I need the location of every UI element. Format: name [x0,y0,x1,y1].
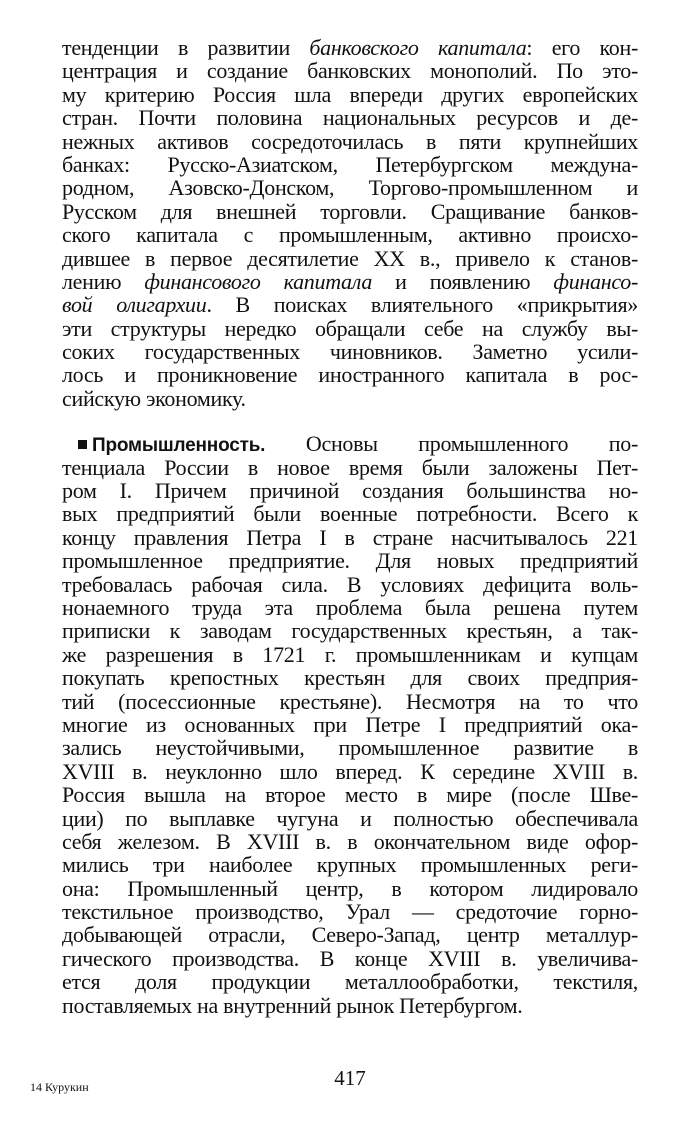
text-line: концу правления Петра I в стране насчитывалось 221 [62,524,638,550]
text-line: эти структуры нередко обращали себе на службу вы- [62,315,638,341]
text-line: она: Промышленный центр, в котором лидировало [62,875,638,901]
text-line: ского капитала с промышленным, активно происхо- [62,222,638,248]
text-line: стран. Почти половина национальных ресурсов и де- [62,105,638,131]
text-line: Русском для внешней торговли. Сращивание банков- [62,198,638,224]
text-line: текстильное производство, Урал — средоточие горно- [62,899,638,925]
text-line: ется доля продукции металлообработки, текстиля, [62,969,638,995]
text-line: соких государственных чиновников. Заметно усили- [62,339,638,365]
text-line: нежных активов сосредоточилась в пяти крупнейших [62,128,638,154]
text-line: мились три наиболее крупных промышленных реги- [62,852,638,878]
text-line: му критерию Россия шла впереди других европейских [62,81,638,107]
text-line: центрация и создание банковских монополий. По это- [62,58,638,84]
text-line: ром I. Причем причиной создания большинства но- [62,478,638,504]
text-line: себя железом. В XVIII в. в окончательном виде офор- [62,828,638,854]
italic-term: финансо- [553,268,638,294]
text-line: же разрешения в 1721 г. промышленникам и купцам [62,641,638,667]
text-line: приписки к заводам государственных крестьян, а так- [62,618,638,644]
page-body [62,36,638,1017]
text-line: добывающей отрасли, Северо-Запад, центр металлур- [62,922,638,948]
text-line: нонаемного труда эта проблема была решена путем [62,594,638,620]
page-number: 417 [334,1066,366,1090]
section-lines [62,456,638,1017]
paragraph-banking [62,36,638,410]
italic-term: банковского капитала [309,35,527,60]
text-line: тий (посессионные крестьяне). Несмотря на то что [62,688,638,714]
text-line: Россия вышла на второе место в мире (после Шве- [62,782,638,808]
text-line: тенциала России в новое время были заложены Пет- [62,454,638,480]
text-line: тенденции в развитии банковского капитала: его кон- [62,35,638,60]
text-line: гического производства. В конце XVIII в. увеличива- [62,945,638,971]
text-line: поставляемых на внутренний рынок Петербургом. [62,992,523,1018]
text-line: покупать крепостных крестьян для своих предприя- [62,665,638,691]
text-line: вой олигархии. В поисках влиятельного «прикрытия» [62,292,638,318]
text-line: банках: Русско-Азиатском, Петербургском междуна- [62,151,638,177]
italic-term: финансового капитала [144,268,373,294]
paragraph-gap [62,410,638,432]
section-industry [62,432,638,1017]
text-line: требовалась рабочая сила. В условиях дефицита воль- [62,571,638,597]
text-line: сийскую экономику. [62,385,246,411]
text-line: вых предприятий были военные потребности. Всего к [62,501,638,527]
text-line: родном, Азовско-Донском, Торгово-промышленном и [62,175,638,201]
text-line: зались неустойчивыми, промышленное развитие в [62,735,638,761]
text-line: дившее в первое десятилетие XX в., привело к станов- [62,245,638,271]
square-bullet-icon [78,440,87,449]
text-line: ции) по выплавке чугуна и полностью обеспечивала [62,805,638,831]
text-line: XVIII в. неуклонно шло вперед. К середине XVIII в. [62,758,638,784]
section-heading: Промышленность. [78,435,265,456]
section-first-line: Промышленность. Основы промышленного по- [62,432,638,455]
text-line: многие из основанных при Петре I предприятий ока- [62,711,638,737]
text-line: лению финансового капитала и появлению финансо- [62,268,638,294]
text-line: промышленное предприятие. Для новых предприятий [62,548,638,574]
signature-mark: 14 Курукин [30,1080,89,1094]
italic-term: вой олигархии [62,292,207,318]
text-line: лось и проникновение иностранного капитала в рос- [62,362,638,388]
